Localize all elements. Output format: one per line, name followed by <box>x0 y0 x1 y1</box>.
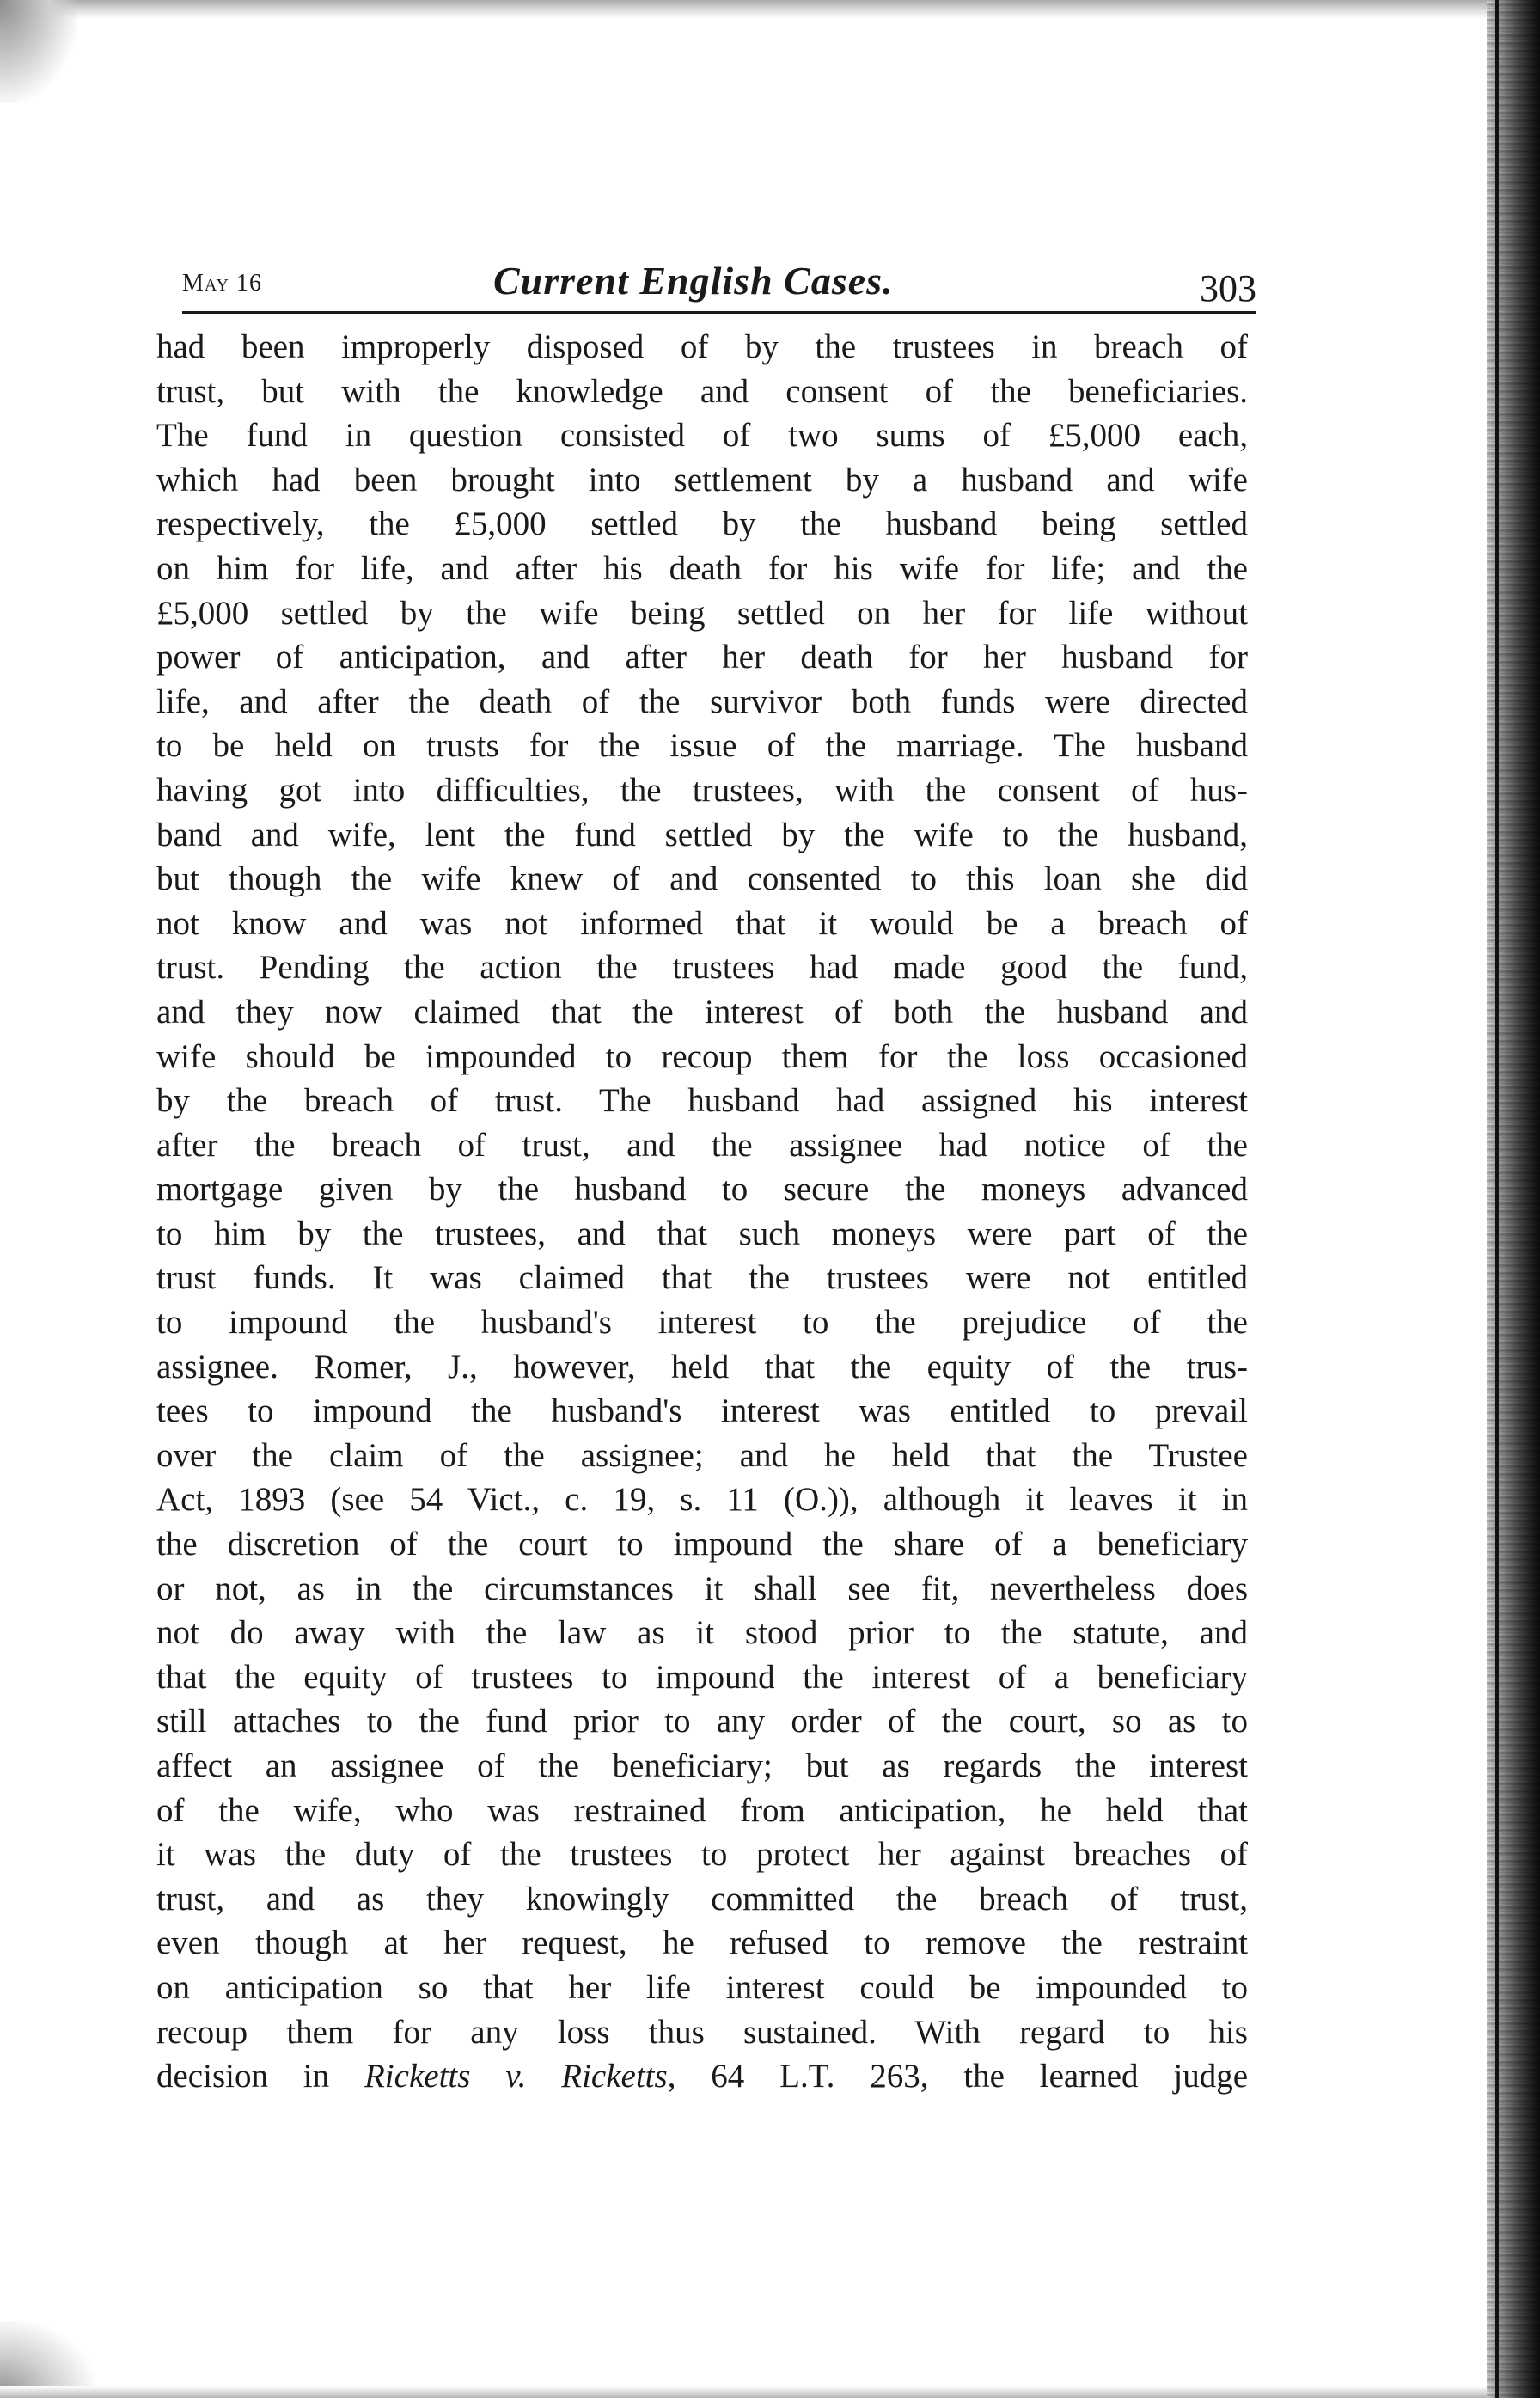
text-line: trust. Pending the action the trustees had made good the fund, <box>156 949 1248 987</box>
text-line: not do away with the law as it stood prior to the statute, and <box>156 1614 1248 1652</box>
text-line: tees to impound the husband's interest was entitled to prevail <box>156 1392 1248 1430</box>
scan-shadow-corner <box>0 0 77 103</box>
header-date: May 16 <box>182 270 262 297</box>
book-binding-edge <box>1495 0 1499 2398</box>
text-line: still attaches to the fund prior to any order of the court, so as to <box>156 1703 1248 1740</box>
text-segment: decision in <box>156 2058 364 2095</box>
text-line: affect an assignee of the beneficiary; but as regards the interest <box>156 1747 1248 1784</box>
text-line: trust, and as they knowingly committed the breach of trust, <box>156 1880 1248 1918</box>
text-line: assignee. Romer, J., however, held that the equity of the trus- <box>156 1348 1248 1386</box>
text-line: and they now claimed that the interest of both the husband and <box>156 993 1248 1031</box>
text-line: to him by the trustees, and that such moneys were part of the <box>156 1214 1248 1252</box>
text-line: recoup them for any loss thus sustained. With regard to his <box>156 2013 1248 2051</box>
text-line: trust, but with the knowledge and consent of the beneficiaries. <box>156 372 1248 410</box>
text-line: after the breach of trust, and the assignee had notice of the <box>156 1126 1248 1164</box>
text-line: to impound the husband's interest to the prejudice of the <box>156 1304 1248 1342</box>
header-title: Current English Cases. <box>493 259 894 303</box>
text-line: respectively, the £5,000 settled by the husband being settled <box>156 505 1248 543</box>
text-line: power of anticipation, and after her death for her husband for <box>156 639 1248 676</box>
text-line: had been improperly disposed of by the trustees in breach of <box>156 328 1248 365</box>
text-line: even though at her request, he refused to remove the restraint <box>156 1924 1248 1962</box>
text-line: over the claim of the assignee; and he held that the Trustee <box>156 1436 1248 1474</box>
text-line: £5,000 settled by the wife being settled on her for life without <box>156 594 1248 632</box>
text-line: life, and after the death of the survivor both funds were directed <box>156 682 1248 720</box>
text-line: the discretion of the court to impound the share of a beneficiary <box>156 1526 1248 1563</box>
text-line: Act, 1893 (see 54 Vict., c. 19, s. 11 (O.)), although it leaves it in <box>156 1481 1248 1519</box>
text-line: having got into difficulties, the trustees, with the consent of hus- <box>156 771 1248 809</box>
text-line: of the wife, who was restrained from anticipation, he held that <box>156 1791 1248 1829</box>
text-line: not know and was not informed that it would be a breach of <box>156 904 1248 942</box>
text-line: that the equity of trustees to impound the interest of a beneficiary <box>156 1658 1248 1696</box>
text-line: on anticipation so that her life interest could be impounded to <box>156 1968 1248 2006</box>
text-segment: , 64 L.T. 263, the learned judge <box>667 2058 1249 2095</box>
text-line: by the breach of trust. The husband had assigned his interest <box>156 1082 1248 1120</box>
text-line: band and wife, lent the fund settled by the wife to the husband, <box>156 816 1248 853</box>
header-rule <box>182 311 1256 314</box>
scan-shadow-bottom <box>0 2386 1495 2398</box>
running-head <box>182 258 1256 309</box>
text-line: or not, as in the circumstances it shall see fit, nevertheless does <box>156 1569 1248 1607</box>
text-line: but though the wife knew of and consented to this loan she did <box>156 860 1248 898</box>
text-line: wife should be impounded to recoup them for the loss occasioned <box>156 1037 1248 1075</box>
text-line: The fund in question consisted of two sums of £5,000 each, <box>156 417 1248 455</box>
text-line: to be held on trusts for the issue of the marriage. The husband <box>156 727 1248 765</box>
body-text <box>156 325 1248 2099</box>
case-citation: Ricketts v. Ricketts <box>364 2058 668 2095</box>
page-number: 303 <box>1200 267 1256 309</box>
text-line: trust funds. It was claimed that the trustees were not entitled <box>156 1259 1248 1297</box>
text-line: mortgage given by the husband to secure the moneys advanced <box>156 1171 1248 1208</box>
text-line: on him for life, and after his death for his wife for life; and the <box>156 549 1248 587</box>
text-line-final <box>156 2054 1248 2099</box>
text-line: it was the duty of the trustees to protect her against breaches of <box>156 1836 1248 1874</box>
scan-shadow-top <box>0 0 1495 19</box>
text-line: which had been brought into settlement by a husband and wife <box>156 461 1248 499</box>
